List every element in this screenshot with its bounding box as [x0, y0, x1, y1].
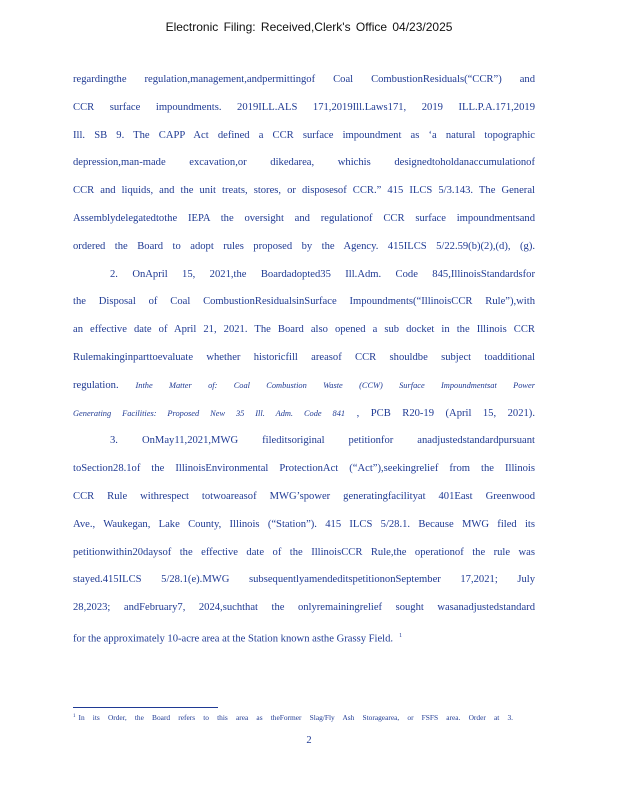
body-line: the Disposal of Coal CombustionResidualsinSurface Impoundments(“IllinoisCCR Rule”),with	[73, 296, 535, 308]
body-line: an effective date of April 21, 2021. The Board also opened a sub docket in the Illinois CCR	[73, 324, 535, 336]
body-line: Rulemakinginparttoevaluate whether historicfill areasof CCR shouldbe subject toadditional	[73, 351, 535, 363]
footnote-divider	[73, 707, 218, 708]
body-line: Assemblydelegatedtothe IEPA the oversight and regulationof CCR surface impoundmentsand	[73, 212, 535, 224]
body-line: CCR and liquids, and the unit treats, stores, or disposesof CCR.” 415 ILCS 5/3.143. The General	[73, 185, 535, 197]
body-line: 28,2023; andFebruary7, 2024,suchthat the onlyremainingrelief sought wasanadjustedstandard	[73, 602, 535, 614]
case-citation-part2: Generating Facilities: Proposed New 35 Ill. Adm. Code 841	[73, 408, 346, 418]
body-text: for the approximately 10-acre area at the Station known asthe Grassy Field.	[73, 633, 394, 645]
case-citation-part1: Inthe Matter of: Coal Combustion Waste (CCW) Surface Impoundmentsat Power	[135, 380, 535, 390]
footnote-reference[interactable]: 1	[399, 632, 403, 639]
filing-header: Electronic Filing: Received,Clerk's Office 04/23/2025	[165, 20, 453, 34]
body-line: petitionwithin20daysof the effective date of the IllinoisCCR Rule,the operationof the rule was	[73, 546, 535, 558]
body-line-with-citation	[73, 406, 535, 434]
body-line: toSection28.1of the IllinoisEnvironmental ProtectionAct (“Act”),seekingrelief from the Illinois	[73, 463, 535, 475]
body-line-last	[73, 628, 535, 656]
body-line: depression,man-made excavation,or dikedarea, whichis designedtoholdanaccumulationof	[73, 157, 535, 169]
body-line: Ill. SB 9. The CAPP Act defined a CCR surface impoundment as ‘a natural topographic	[73, 129, 535, 141]
body-line: CCR surface impoundments. 2019ILL.ALS 171,2019Ill.Laws171, 2019 ILL.P.A.171,2019	[73, 101, 535, 113]
footnote-marker: 1	[73, 713, 76, 719]
page-number: 2	[306, 735, 312, 746]
body-line: CCR Rule withrespect totwoareasof MWG’spower generatingfacilityat 401East Greenwood	[73, 490, 535, 502]
body-line: regardingthe regulation,management,andpermittingof Coal CombustionResiduals(“CCR”) and	[73, 74, 535, 85]
paragraph-3-start: 3. OnMay11,2021,MWG fileditsoriginal petitionfor anadjustedstandardpursuant	[110, 435, 535, 447]
body-line: Ave., Waukegan, Lake County, Illinois (“Station”). 415 ILCS 5/28.1. Because MWG filed its	[73, 518, 535, 530]
body-line: ordered the Board to adopt rules proposed by the Agency. 415ILCS 5/22.59(b)(2),(d), (g).	[73, 240, 535, 252]
body-line: stayed.415ILCS 5/28.1(e).MWG subsequentlyamendeditspetitiononSeptember 17,2021; July	[73, 574, 535, 586]
body-text: , PCB R20-19 (April 15, 2021).	[356, 407, 535, 419]
footnote-text: In its Order, the Board refers to this area as theFormer Slag/Fly Ash Storagearea, or FSFS area. Order at 3.	[78, 713, 513, 722]
document-body	[73, 72, 535, 656]
body-text: regulation.	[73, 379, 119, 391]
paragraph-2-start: 2. OnApril 15, 2021,the Boardadopted35 Ill.Adm. Code 845,IllinoisStandardsfor	[110, 268, 535, 280]
body-line-with-citation	[73, 378, 535, 406]
footnote	[73, 713, 513, 722]
